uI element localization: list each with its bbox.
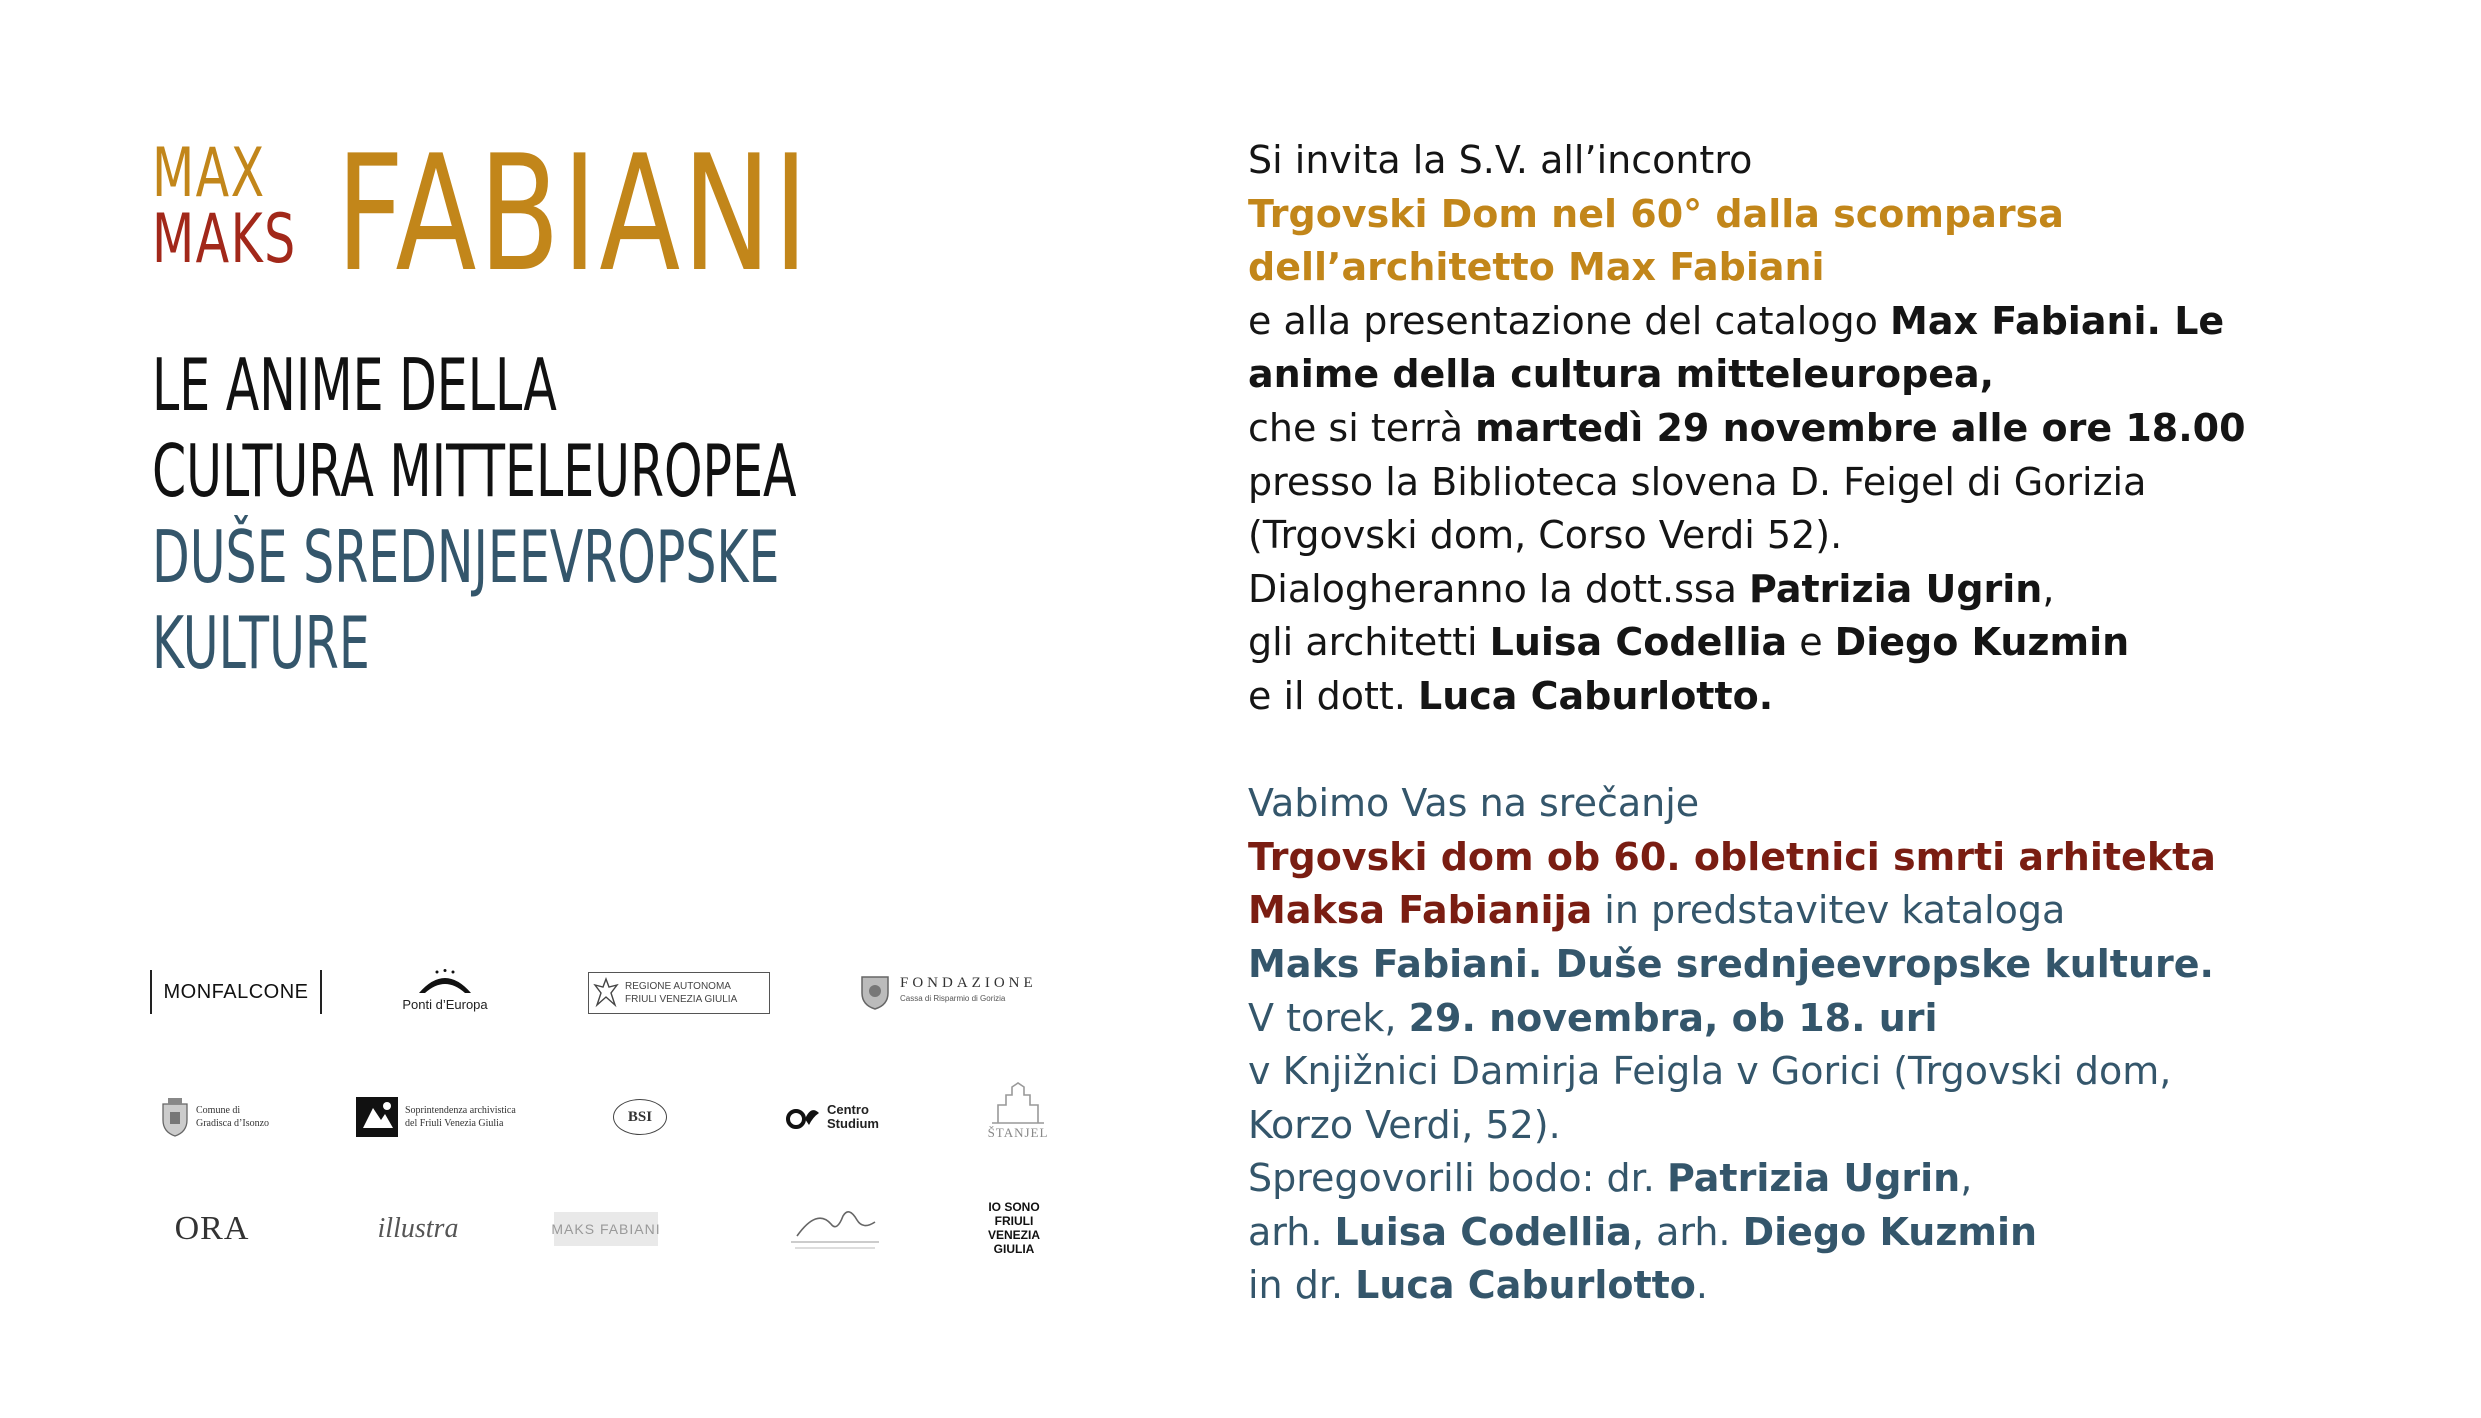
centro-studium-line-2: Studium (827, 1116, 879, 1131)
ponti-europa-arch-icon (415, 969, 475, 995)
illustra-logo (368, 1208, 468, 1250)
maks-fabiani-small-logo (551, 1212, 661, 1246)
it-line-6 (1248, 402, 2448, 456)
it-catalog-title-1: Max Fabiani. Le (1890, 298, 2225, 343)
it-speaker-ugrin: Patrizia Ugrin (1749, 566, 2043, 611)
subtitle-it-line-2: CULTURA MITTELEUROPEA (152, 429, 797, 513)
sl-line-8-text: Spregovorili bodo: dr. (1248, 1156, 1667, 1201)
soprintendenza-logo (355, 1092, 535, 1142)
sl-line-10-period: . (1695, 1263, 1708, 1308)
it-speaker-caburlotto: Luca Caburlotto. (1417, 673, 1774, 718)
regione-line-1: REGIONE AUTONOMA (625, 981, 731, 992)
it-line-10-and: e (1787, 620, 1835, 665)
invitation-text (1248, 134, 2448, 1313)
maks-fabiani-small-logo-text: MAKS FABIANI (551, 1221, 661, 1237)
sl-speaker-codellia: Luisa Codellia (1334, 1209, 1632, 1254)
sl-line-1: Vabimo Vas na srečanje (1248, 781, 1700, 826)
bsi-logo (612, 1094, 668, 1140)
it-speaker-codellia: Luisa Codellia (1489, 620, 1788, 665)
gradisca-line-1: Comune di (196, 1105, 241, 1116)
fondazione-logo (858, 964, 1068, 1018)
centro-studium-icon (785, 1103, 823, 1131)
bsi-logo-text: BSI (627, 1108, 653, 1125)
sl-speaker-caburlotto: Luca Caburlotto (1355, 1263, 1696, 1308)
regione-eagle-icon (593, 977, 619, 1009)
regione-fvg-logo (588, 972, 770, 1014)
language-gap (1248, 724, 2448, 778)
io-sono-fvg-logo (972, 1194, 1056, 1262)
ora-logo (160, 1206, 264, 1252)
it-line-9 (1248, 563, 2448, 617)
centro-studium-line-1: Centro (827, 1102, 869, 1117)
sl-venue-line: v Knjižnici Damirja Feigla v Gorici (Trgovski dom, (1248, 1049, 2172, 1094)
monfalcone-logo-text: MONFALCONE (163, 980, 309, 1003)
sl-line-3-text: in predstavitev kataloga (1592, 888, 2066, 933)
logo-max-text: MAX (152, 134, 266, 213)
sl-line-9 (1248, 1206, 2448, 1260)
ponti-europa-logo (390, 960, 500, 1020)
sl-line-5-text: V torek, (1248, 995, 1409, 1040)
sl-line-5 (1248, 992, 2448, 1046)
exhibition-logo (152, 120, 852, 307)
sl-address-line: Korzo Verdi, 52). (1248, 1102, 1561, 1147)
sl-line-9-sep: , arh. (1631, 1209, 1743, 1254)
it-line-10 (1248, 616, 2448, 670)
it-event-title-1: Trgovski Dom nel 60° dalla scomparsa (1248, 191, 2064, 236)
it-line-9-text: Dialogheranno la dott.ssa (1248, 566, 1750, 611)
catalog-subtitle (152, 342, 852, 686)
sl-line-8-comma: , (1960, 1156, 1973, 1201)
subtitle-sl-line-2: KULTURE (152, 601, 370, 685)
subtitle-sl-line-1: DUŠE SREDNJEEVROPSKE (152, 515, 780, 599)
io-sono-line-1: IO SONO (988, 1200, 1040, 1214)
it-speaker-kuzmin: Diego Kuzmin (1834, 620, 2130, 665)
gradisca-line-2: Gradisca d’Isonzo (196, 1118, 270, 1129)
stanjel-logo-text: ŠTANJEL (987, 1125, 1049, 1140)
io-sono-line-4: GIULIA (993, 1242, 1035, 1256)
fondazione-crest-icon (858, 971, 892, 1011)
regione-line-2: FRIULI VENEZIA GIULIA (625, 994, 738, 1005)
sponsor-logos (140, 950, 1090, 1290)
it-address-line: (Trgovski dom, Corso Verdi 52). (1248, 513, 1843, 558)
sl-line-3 (1248, 884, 2448, 938)
signature-icon (787, 1202, 883, 1254)
sl-line-10 (1248, 1259, 2448, 1313)
fondazione-line-1: FONDAZIONE (900, 975, 1037, 991)
it-venue-line: presso la Biblioteca slovena D. Feigel di Gorizia (1248, 459, 2147, 504)
gradisca-crest-icon (160, 1096, 190, 1138)
it-catalog-title-2: anime della cultura mitteleuropea, (1248, 352, 1995, 397)
ora-logo-text: ORA (174, 1210, 250, 1247)
io-sono-line-3: VENEZIA (987, 1228, 1040, 1242)
it-line-11 (1248, 670, 2448, 724)
it-event-title-2: dell’architetto Max Fabiani (1248, 245, 1825, 290)
soprintendenza-line-2: del Friuli Venezia Giulia (405, 1118, 504, 1129)
fondazione-line-2: Cassa di Risparmio di Gorizia (900, 994, 1006, 1003)
ponti-europa-logo-text: Ponti d’Europa (402, 996, 488, 1012)
signature-logo (785, 1200, 885, 1256)
logo-maks-text: MAKS (152, 200, 297, 279)
io-sono-line-2: FRIULI (994, 1214, 1034, 1228)
it-line-11-text: e il dott. (1248, 673, 1418, 718)
subtitle-it-line-1: LE ANIME DELLA (152, 343, 557, 427)
it-date-time: martedì 29 novembre alle ore 18.00 (1475, 405, 2246, 450)
sl-event-title-2: Maksa Fabianija (1248, 888, 1593, 933)
soprintendenza-emblem-icon (355, 1096, 399, 1138)
sl-catalog-title: Maks Fabiani. Duše srednjeevropske kulture. (1248, 941, 2214, 986)
sl-speaker-kuzmin: Diego Kuzmin (1742, 1209, 2038, 1254)
it-line-1: Si invita la S.V. all’incontro (1248, 138, 1753, 182)
it-line-9-comma: , (2042, 566, 2055, 611)
gradisca-logo (160, 1090, 300, 1144)
sl-event-title-1: Trgovski dom ob 60. obletnici smrti arhitekta (1248, 834, 2216, 879)
logo-fabiani-text: FABIANI (336, 120, 811, 307)
it-line-4-text: e alla presentazione del catalogo (1248, 298, 1891, 343)
sl-date-time: 29. novembra, ob 18. uri (1408, 995, 1938, 1040)
it-line-4 (1248, 295, 2448, 349)
sl-line-9-text: arh. (1248, 1209, 1335, 1254)
it-line-6-text: che si terrà (1248, 405, 1476, 450)
stanjel-castle-icon (992, 1081, 1044, 1125)
sl-line-8 (1248, 1152, 2448, 1206)
centro-studium-logo (785, 1096, 903, 1138)
it-line-10-text: gli architetti (1248, 620, 1490, 665)
monfalcone-logo (150, 970, 322, 1014)
illustra-logo-text: illustra (377, 1213, 459, 1244)
sl-line-10-text: in dr. (1248, 1263, 1356, 1308)
stanjel-logo (982, 1076, 1054, 1146)
sl-speaker-ugrin: Patrizia Ugrin (1666, 1156, 1961, 1201)
soprintendenza-line-1: Soprintendenza archivistica (405, 1105, 516, 1116)
